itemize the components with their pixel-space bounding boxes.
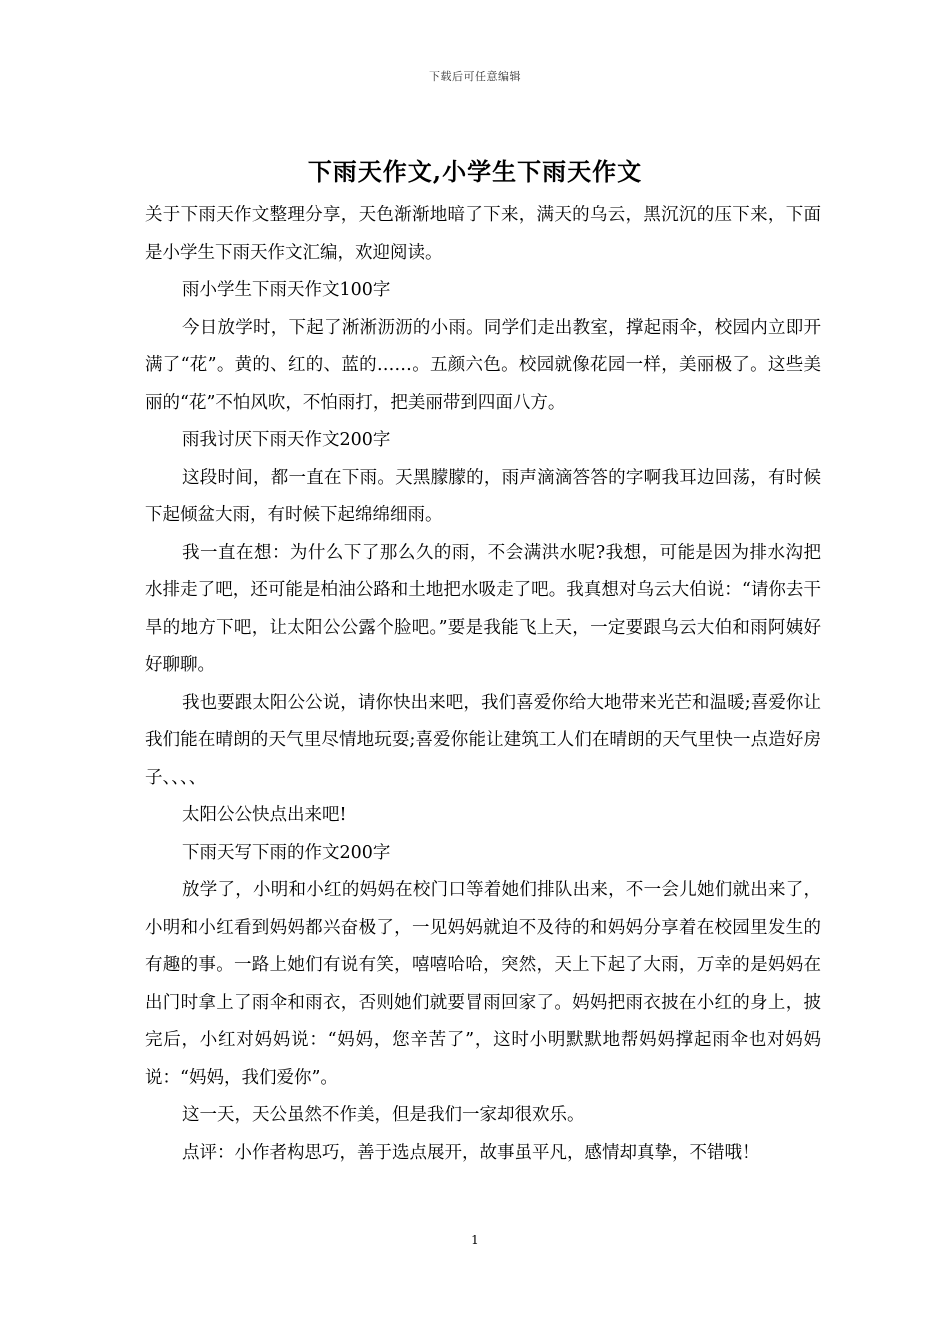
body-paragraph: 这一天，天公虽然不作美，但是我们一家却很欢乐。: [182, 1105, 585, 1125]
section-heading: 雨小学生下雨天作文100字: [182, 280, 391, 300]
review-paragraph: 点评：小作者构思巧，善于选点展开，故事虽平凡，感情却真挚，不错哦！: [182, 1142, 760, 1163]
document-body: [145, 197, 821, 1172]
document-title: 下雨天作文,小学生下雨天作文: [307, 157, 643, 186]
body-paragraph: 放学了，小明和小红的妈妈在校门口等着她们排队出来，不一会儿她们就出来了，小明和小红看到妈妈都兴奋极了，一见妈妈就迫不及待的和妈妈分享着在校园里发生的有趣的事。一路上她们有说有笑，嘻嘻哈哈，突然，天上下起了大雨，万幸的是妈妈在出门时拿上了雨伞和雨衣，否则她们就要冒雨回家了。妈妈把雨衣披在小红的身上，披完后，小红对妈妈说：“妈妈，您辛苦了”，这时小明默默地帮妈妈撑起雨伞也对妈妈说：“妈妈，我们爱你”。: [145, 880, 821, 1088]
intro-paragraph: 关于下雨天作文整理分享，天色渐渐地暗了下来，满天的乌云，黑沉沉的压下来，下面是小学生下雨天作文汇编，欢迎阅读。: [145, 205, 821, 263]
body-paragraph: 我一直在想：为什么下了那么久的雨，不会满洪水呢?我想，可能是因为排水沟把水排走了吧，还可能是柏油公路和土地把水吸走了吧。我真想对乌云大伯说：“请你去干旱的地方下吧，让太阳公公露个脸吧。”要是我能飞上天，一定要跟乌云大伯和雨阿姨好好聊聊。: [145, 542, 821, 675]
section-heading: 雨我讨厌下雨天作文200字: [182, 430, 391, 450]
body-paragraph: 这段时间，都一直在下雨。天黑朦朦的，雨声滴滴答答的字啊我耳边回荡，有时候下起倾盆大雨，有时候下起绵绵细雨。: [145, 467, 821, 525]
body-paragraph: 今日放学时，下起了淅淅沥沥的小雨。同学们走出教室，撑起雨伞，校园内立即开满了“花”。黄的、红的、蓝的……。五颜六色。校园就像花园一样，美丽极了。这些美丽的“花”不怕风吹，不怕雨打，把美丽带到四面八方。: [145, 317, 821, 413]
page-header-note: 下载后可任意编辑: [429, 70, 521, 83]
section-heading: 下雨天写下雨的作文200字: [182, 842, 391, 863]
body-paragraph: 我也要跟太阳公公说，请你快出来吧，我们喜爱你给大地带来光芒和温暖;喜爱你让我们能在晴朗的天气里尽情地玩耍;喜爱你能让建筑工人们在晴朗的天气里快一点造好房子、、、、: [145, 692, 821, 788]
page-number: 1: [471, 1233, 479, 1247]
body-paragraph: 太阳公公快点出来吧!: [182, 805, 347, 825]
